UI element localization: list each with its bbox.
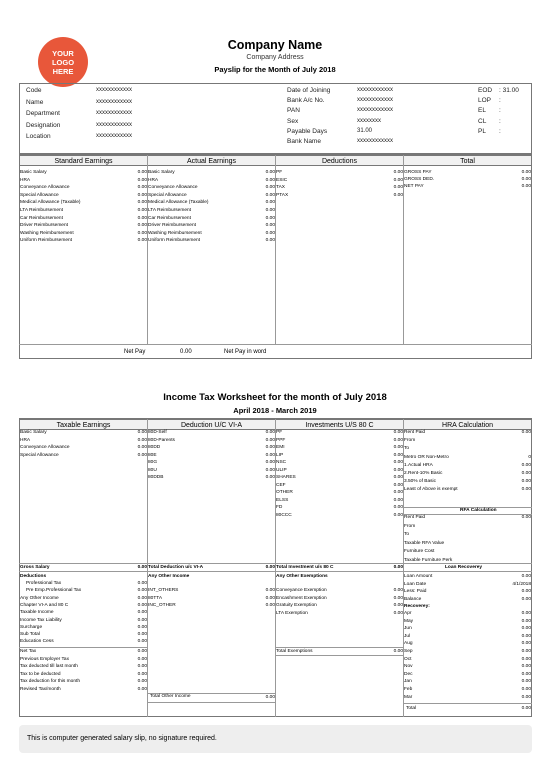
row-label: Rent Paid (404, 430, 426, 435)
divider-line (19, 647, 148, 648)
row-value: 0.00 (393, 192, 403, 198)
info-label: Department (26, 110, 60, 117)
row-label: 2.Rent-10% Basic (404, 471, 443, 476)
row-label: From (404, 523, 416, 529)
row-label: Feb (404, 687, 413, 692)
row-value: 0.00 (393, 452, 403, 458)
row-value: 0.00 (265, 437, 275, 443)
row-label: Basic Salary (20, 430, 47, 435)
row-value: 0.00 (393, 445, 403, 450)
divider-line (403, 703, 532, 704)
row-value: 0.00 (393, 610, 403, 616)
row-label: PPF (276, 437, 286, 443)
column-header: Standard Earnings (20, 156, 148, 165)
row-value: 0.00 (393, 482, 403, 488)
row-value: 0.00 (521, 687, 531, 692)
row-value: 0.00 (137, 238, 147, 244)
row-label: NET PAY (404, 184, 424, 190)
row-value: 0.00 (393, 505, 403, 510)
row-label: NSC (276, 460, 287, 465)
row-value: 0.00 (393, 475, 403, 480)
divider-line (19, 563, 532, 564)
row-value: 0.00 (265, 170, 275, 175)
row-label: Net Tax (20, 649, 37, 654)
row-label: 80E (148, 452, 157, 458)
info-value: xxxxxxxxxxxx (96, 110, 132, 116)
row-label: Car Reimbursement (148, 215, 191, 221)
tax-period: April 2018 - March 2019 (233, 406, 317, 415)
row-label: Medical Allowance (Taxable) (20, 200, 81, 206)
info-value: : (499, 97, 501, 105)
row-label: 80DDB (148, 475, 164, 480)
row-value: 0.00 (137, 602, 147, 608)
total-ded-value: 0.00 (265, 565, 275, 570)
other-income-title: Any Other Income (148, 574, 190, 579)
total-inv-value: 0.00 (393, 565, 403, 570)
row-label: INT_OTHERS (148, 588, 179, 593)
row-value: 0.00 (393, 185, 403, 191)
info-label: LOP (478, 97, 492, 105)
total-inv-label: Total Investment u/s 80 C (276, 565, 334, 570)
row-value: 0.00 (137, 430, 147, 435)
row-label: Medical Allowance (Taxable) (148, 200, 209, 206)
row-value: 0.00 (393, 490, 403, 495)
column-header: HRA Calculation (442, 422, 493, 429)
row-value: 0.00 (265, 595, 275, 601)
exemptions-total-label: Total Exemptions (276, 649, 313, 654)
row-value: 0.00 (265, 238, 275, 244)
row-label: Dec (404, 671, 413, 677)
row-value: 0.00 (265, 452, 275, 458)
row-label: Loan Date (404, 581, 427, 587)
info-value: : 31.00 (499, 87, 519, 94)
row-label: Conveyance Allowance (20, 185, 70, 191)
row-label: Aug (404, 641, 413, 647)
row-label: TAX (276, 185, 285, 191)
row-label: INC_OTHER (148, 603, 176, 609)
row-label: ULIP (276, 467, 287, 473)
info-label: Sex (287, 117, 299, 125)
row-value: 0.00 (521, 515, 531, 520)
row-label: 1.Actual HRA (404, 462, 433, 468)
row-value: 0.00 (265, 603, 275, 609)
row-label: 80CCC (276, 512, 292, 518)
deductions-title: Deductions (20, 574, 47, 579)
row-label: Taxable RFA Value (404, 540, 445, 546)
gross-salary-label: Gross Salary (20, 565, 50, 570)
row-label: Least of Above is exempt (404, 487, 458, 493)
row-label: Uniform Reimbursement (148, 238, 200, 244)
row-label: HRA (20, 177, 31, 183)
row-value: 0.00 (137, 632, 147, 638)
row-label: SHARES (276, 475, 296, 480)
row-value: 0.00 (137, 588, 147, 594)
divider-line (19, 344, 532, 345)
row-value: 0.00 (137, 610, 147, 616)
row-value: 0.00 (137, 639, 147, 645)
row-label: Sep (404, 649, 413, 654)
divider-line (147, 702, 275, 703)
row-label: Conveyance Allowance (148, 185, 198, 191)
row-value: 0.00 (521, 649, 531, 654)
row-value: 0.00 (393, 497, 403, 503)
loan-recovery-label: Loan Recoverey (445, 565, 483, 570)
row-value: 0.00 (137, 581, 147, 586)
info-label: CL (478, 117, 487, 125)
info-label: PL (478, 127, 486, 135)
row-label: Balance (404, 596, 422, 602)
row-value: 0.00 (521, 184, 531, 190)
row-label: Conveyance Exemption (276, 588, 327, 593)
row-value: 0.00 (265, 230, 275, 236)
row-value: 0.00 (393, 170, 403, 175)
row-value: 0.00 (521, 618, 531, 624)
row-label: Education Cess (20, 639, 54, 645)
row-value: 0.00 (137, 656, 147, 662)
row-label: Apr (404, 611, 412, 616)
row-label: Basic Salary (148, 170, 175, 175)
row-label: Uniform Reimbursement (20, 238, 72, 244)
row-label: Washing Reimbursement (148, 230, 202, 236)
row-label: Surcharge (20, 624, 43, 630)
row-label: HRA (148, 177, 159, 183)
row-value: 0.00 (137, 445, 147, 450)
row-value: 0.00 (137, 200, 147, 206)
row-label: Conveyance Allowance (20, 445, 70, 450)
info-label: Date of Joining (287, 87, 331, 94)
row-label: LIP (276, 452, 284, 458)
net-pay-label: Net Pay (124, 349, 146, 355)
row-label: 80D-Parents (148, 437, 175, 443)
recovery-total-label: Total (406, 706, 417, 711)
row-value: 0.00 (137, 617, 147, 623)
row-label: Special Allowance (20, 452, 59, 458)
row-value: 0.00 (393, 460, 403, 465)
row-value: 0.00 (137, 664, 147, 670)
info-value: xxxxxxxxxxxx (96, 133, 132, 139)
row-value: 0.00 (521, 471, 531, 476)
row-value: 0.00 (393, 588, 403, 593)
row-label: Revised Tax/month (20, 687, 61, 692)
row-label: GROSS DED. (404, 177, 435, 183)
info-label: Payable Days (287, 127, 328, 135)
row-label: HRA (20, 437, 31, 443)
row-value: 0.00 (265, 460, 275, 465)
row-value: 0.00 (521, 641, 531, 647)
row-value: 0.00 (521, 694, 531, 700)
column-header: Deduction U/C VI-A (148, 420, 276, 429)
info-label: Bank Name (287, 138, 321, 145)
row-label: Tax deducted till last month (20, 664, 78, 670)
row-value: 0.00 (393, 430, 403, 435)
row-label: Washing Reimbursement (20, 230, 74, 236)
net-pay-word-label: Net Pay in word (224, 349, 267, 355)
info-value: xxxxxxxx (357, 117, 381, 124)
row-label: Jan (404, 679, 412, 685)
row-value: 0.00 (137, 671, 147, 677)
footer-note: This is computer generated salary slip, no signature required. (19, 725, 532, 753)
row-label: Any Other Income (20, 595, 59, 601)
logo-text: YOUR (52, 48, 74, 58)
row-label: 3.50% of Basic (404, 479, 436, 485)
row-value: 0.00 (137, 223, 147, 229)
row-label: Professional Tax (26, 581, 62, 586)
info-label: Location (26, 133, 51, 140)
row-label: PF (276, 170, 283, 175)
company-name: Company Name (227, 38, 323, 52)
rfa-title: RFA Calculation (460, 508, 497, 513)
payslip-title: Payslip for the Month of July 2018 (214, 65, 336, 74)
row-label: May (404, 618, 414, 624)
row-value: 0.00 (265, 200, 275, 206)
row-label: 80TTA (148, 595, 163, 601)
row-label: Previous Employer Tax (20, 656, 69, 662)
column-header: Total (460, 158, 475, 165)
info-label: Bank A/c No. (287, 97, 325, 105)
row-value: 4/1/2018 (512, 581, 531, 587)
divider-line (275, 655, 403, 656)
row-label: Taxable Income (20, 610, 54, 616)
row-value: 0.00 (137, 679, 147, 685)
row-value: 0.00 (137, 230, 147, 236)
row-value: 0.00 (521, 479, 531, 485)
row-value: 0.00 (393, 603, 403, 609)
other-income-total-value: 0.00 (265, 695, 275, 700)
info-label: Designation (26, 121, 61, 129)
info-label: Name (26, 98, 44, 106)
net-pay-value: 0.00 (180, 349, 192, 355)
row-label: Tax to be deducted (20, 671, 61, 677)
row-label: Taxable Furniture Perk (404, 558, 453, 563)
info-value: xxxxxxxxxxxx (357, 138, 393, 144)
row-label: Driver Reimbursement (148, 223, 196, 229)
employee-info-box (19, 83, 532, 154)
row-value: 0.00 (265, 430, 275, 435)
logo-text: HERE (52, 66, 74, 76)
tax-worksheet-title: Income Tax Worksheet for the month of July 2018 (163, 392, 387, 403)
row-label: EMI (276, 445, 285, 450)
row-value: 0.00 (137, 437, 147, 443)
row-label: Sub Total (20, 632, 40, 638)
row-value: 0.00 (137, 595, 147, 601)
row-label: Chapter VI-A and 80 C (20, 602, 69, 608)
row-label: Jul (404, 633, 411, 639)
row-value: 0.00 (137, 215, 147, 221)
row-label: 80U (148, 467, 157, 473)
row-value: 0.00 (265, 192, 275, 198)
row-label: 80DD (148, 445, 161, 450)
row-value: 0.00 (265, 467, 275, 473)
info-value: : (499, 107, 501, 115)
info-value: xxxxxxxxxxxx (96, 87, 132, 93)
row-label: Special Allowance (20, 192, 59, 198)
recovery-title: Recoverey: (404, 604, 430, 609)
row-value: 0.00 (265, 208, 275, 213)
column-header: Deductions (276, 156, 404, 165)
row-value: 0.00 (521, 574, 531, 579)
row-label: ELSS (276, 497, 289, 503)
row-value: 0.00 (137, 170, 147, 175)
row-value: 0.00 (137, 208, 147, 213)
row-label: Nov (404, 664, 413, 670)
column-header: Actual Earnings (148, 156, 276, 165)
logo-text: LOGO (51, 57, 75, 67)
row-value: 0.00 (521, 611, 531, 616)
recovery-total-value: 0.00 (521, 706, 531, 711)
row-label: LTA Reimbursement (20, 208, 64, 213)
row-label: Metro OR Non-Metro (404, 454, 449, 460)
row-value: 0.00 (265, 177, 275, 183)
info-value: xxxxxxxxxxxx (96, 121, 132, 128)
info-value: : (499, 117, 501, 125)
row-label: Furniture Cost (404, 549, 435, 555)
row-label: To (404, 532, 410, 538)
row-value: 0.00 (265, 185, 275, 191)
divider-line (275, 647, 403, 648)
row-label: To (404, 446, 410, 452)
row-value: 0.00 (137, 192, 147, 198)
row-label: ESIC (276, 177, 288, 183)
row-value: 0.00 (521, 462, 531, 468)
row-label: PTAX (276, 192, 289, 198)
other-income-total-label: Total Other Income (150, 694, 191, 699)
row-value: 0.00 (137, 649, 147, 654)
row-value: 0.00 (265, 215, 275, 221)
row-value: 0.00 (521, 664, 531, 670)
row-value: 0.00 (137, 185, 147, 191)
row-value: 0.00 (521, 596, 531, 602)
row-value: 0.00 (265, 475, 275, 480)
info-value: xxxxxxxxxxxx (96, 98, 132, 105)
row-value: 0.00 (265, 223, 275, 229)
row-label: 80G (148, 460, 158, 465)
column-header: Taxable Earnings (20, 420, 148, 429)
row-label: Special Allowance (148, 192, 187, 198)
row-value: 0.00 (521, 177, 531, 183)
row-label: Gratuity Exemption (276, 603, 317, 609)
row-value: 0.00 (137, 687, 147, 692)
row-label: Less: Paid (404, 589, 427, 595)
row-value: 0.00 (393, 512, 403, 518)
divider-line (19, 571, 532, 572)
info-label: PAN (287, 107, 300, 115)
info-label: Code (26, 87, 42, 94)
info-value: xxxxxxxxxxxx (357, 107, 393, 114)
row-value: 0.00 (137, 624, 147, 630)
row-label: Tax deduction for this month (20, 679, 80, 685)
row-label: 80D-Self (148, 430, 167, 435)
row-value: 0.00 (521, 430, 531, 435)
exemptions-total-value: 0.00 (393, 649, 403, 654)
info-value: : (499, 127, 501, 135)
row-value: 0.00 (393, 467, 403, 473)
row-label: Oct (404, 656, 412, 662)
row-label: Jun (404, 626, 412, 632)
info-value: 31.00 (357, 127, 373, 134)
column-header: Investments U/S 80 C (276, 420, 404, 429)
row-label: GROSS PAY (404, 170, 432, 175)
gross-salary-value: 0.00 (137, 565, 147, 570)
row-label: Loan Amount (404, 574, 433, 579)
row-label: CEF (276, 482, 286, 488)
row-value: 0.00 (521, 656, 531, 662)
row-label: LTA Reimbursement (148, 208, 192, 213)
row-label: Encashment Exemption (276, 595, 327, 601)
row-label: Car Reimbursement (20, 215, 63, 221)
row-value: 0.00 (521, 633, 531, 639)
row-value: 0.00 (521, 671, 531, 677)
row-value: 0.00 (393, 595, 403, 601)
row-value: 0.00 (393, 177, 403, 183)
row-value: 0.00 (521, 626, 531, 632)
row-value: 0.00 (265, 445, 275, 450)
row-value: 0.00 (137, 177, 147, 183)
info-value: xxxxxxxxxxxx (357, 87, 393, 93)
info-label: EL (478, 107, 486, 115)
row-value: 0.00 (521, 487, 531, 493)
exemptions-title: Any Other Exemptions (276, 574, 328, 579)
info-label: EOD (478, 87, 493, 94)
company-address: Company Address (246, 54, 304, 61)
row-label: Mar (404, 694, 413, 700)
row-value: 0 (528, 454, 531, 460)
row-label: Rent Paid (404, 515, 426, 520)
total-ded-label: Total Deduction u/c VI-A (148, 565, 204, 570)
row-value: 0.00 (521, 170, 531, 175)
row-value: 0.00 (393, 437, 403, 443)
row-label: Driver Reimbursement (20, 223, 68, 229)
row-label: OTHER (276, 490, 293, 495)
row-label: Pre Emp.Professional Tax (26, 588, 82, 594)
row-label: LTA Exemption (276, 610, 308, 616)
row-value: 0.00 (521, 589, 531, 595)
row-value: 0.00 (265, 588, 275, 593)
row-label: From (404, 438, 416, 444)
row-value: 0.00 (521, 679, 531, 685)
row-value: 0.00 (137, 452, 147, 458)
row-label: FD (276, 505, 283, 510)
row-label: Income Tax Liability (20, 617, 62, 623)
row-label: PF (276, 430, 283, 435)
info-value: xxxxxxxxxxxx (357, 97, 393, 104)
row-label: Basic Salary (20, 170, 47, 175)
